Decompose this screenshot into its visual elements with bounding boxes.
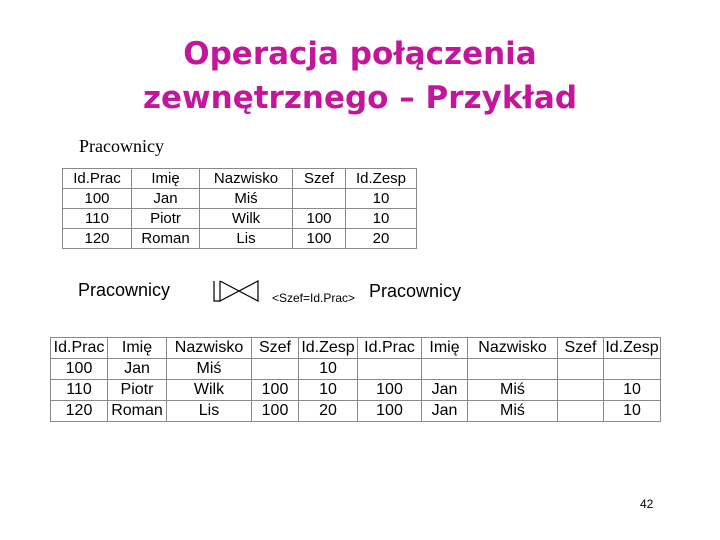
table1-caption: Pracownicy (79, 136, 164, 156)
table-header-row (51, 338, 661, 359)
table-cell: Jan (422, 401, 468, 422)
join-right-relation: Pracownicy (369, 281, 462, 301)
table-cell: Miś (468, 401, 558, 422)
column-header: Nazwisko (468, 338, 558, 359)
table-cell: 20 (346, 229, 417, 249)
table-cell: Roman (108, 401, 167, 422)
table-row (63, 209, 417, 229)
table-cell (468, 359, 558, 380)
table-cell: 100 (293, 229, 346, 249)
table-cell: Miś (468, 380, 558, 401)
table-cell: 110 (63, 209, 132, 229)
title-line-1: Operacja połączenia (183, 36, 537, 72)
table-cell: Miś (167, 359, 252, 380)
pracownicy-table (62, 168, 417, 249)
column-header: Imię (108, 338, 167, 359)
column-header: Id.Zesp (604, 338, 661, 359)
table-cell: Jan (108, 359, 167, 380)
table-cell: 10 (604, 380, 661, 401)
table-cell (558, 359, 604, 380)
title-line-2: zewnętrznego – Przykład (142, 80, 578, 116)
table-cell: 100 (358, 380, 422, 401)
table-cell (252, 359, 299, 380)
table-cell: 10 (346, 189, 417, 209)
table-cell: Jan (132, 189, 200, 209)
table-cell (422, 359, 468, 380)
column-header: Nazwisko (200, 169, 293, 189)
table-row (63, 189, 417, 209)
table-cell: 100 (252, 380, 299, 401)
column-header: Szef (252, 338, 299, 359)
table-cell: 10 (299, 380, 358, 401)
join-result-table (50, 337, 661, 422)
table-cell: 100 (252, 401, 299, 422)
table-cell: Lis (200, 229, 293, 249)
table-cell: Lis (167, 401, 252, 422)
slide-title (60, 32, 660, 120)
table-cell (358, 359, 422, 380)
table-cell: 120 (63, 229, 132, 249)
table-cell: 10 (604, 401, 661, 422)
table-cell: Wilk (167, 380, 252, 401)
left-outer-join-icon (210, 279, 264, 308)
table-row (51, 380, 661, 401)
table-row (63, 229, 417, 249)
table-cell (558, 380, 604, 401)
table-cell: Jan (422, 380, 468, 401)
table-cell: 110 (51, 380, 108, 401)
column-header: Imię (132, 169, 200, 189)
join-left-relation: Pracownicy (78, 280, 171, 300)
table-cell: Roman (132, 229, 200, 249)
column-header: Id.Zesp (346, 169, 417, 189)
column-header: Szef (558, 338, 604, 359)
column-header: Szef (293, 169, 346, 189)
column-header: Id.Prac (63, 169, 132, 189)
table-cell (293, 189, 346, 209)
table-row (51, 359, 661, 380)
table-cell (604, 359, 661, 380)
table-cell: Wilk (200, 209, 293, 229)
column-header: Id.Zesp (299, 338, 358, 359)
table-cell: 120 (51, 401, 108, 422)
table-cell: 20 (299, 401, 358, 422)
column-header: Nazwisko (167, 338, 252, 359)
table-cell: 10 (346, 209, 417, 229)
table-cell: 100 (63, 189, 132, 209)
table-cell: Piotr (132, 209, 200, 229)
join-condition: <Szef=Id.Prac> (272, 291, 356, 305)
table-cell: 100 (293, 209, 346, 229)
table-header-row (63, 169, 417, 189)
table-cell (558, 401, 604, 422)
column-header: Imię (422, 338, 468, 359)
table-cell: Miś (200, 189, 293, 209)
table-row (51, 401, 661, 422)
table-cell: 100 (358, 401, 422, 422)
page-number: 42 (640, 497, 654, 511)
table-cell: 100 (51, 359, 108, 380)
table-cell: Piotr (108, 380, 167, 401)
table-cell: 10 (299, 359, 358, 380)
column-header: Id.Prac (358, 338, 422, 359)
column-header: Id.Prac (51, 338, 108, 359)
